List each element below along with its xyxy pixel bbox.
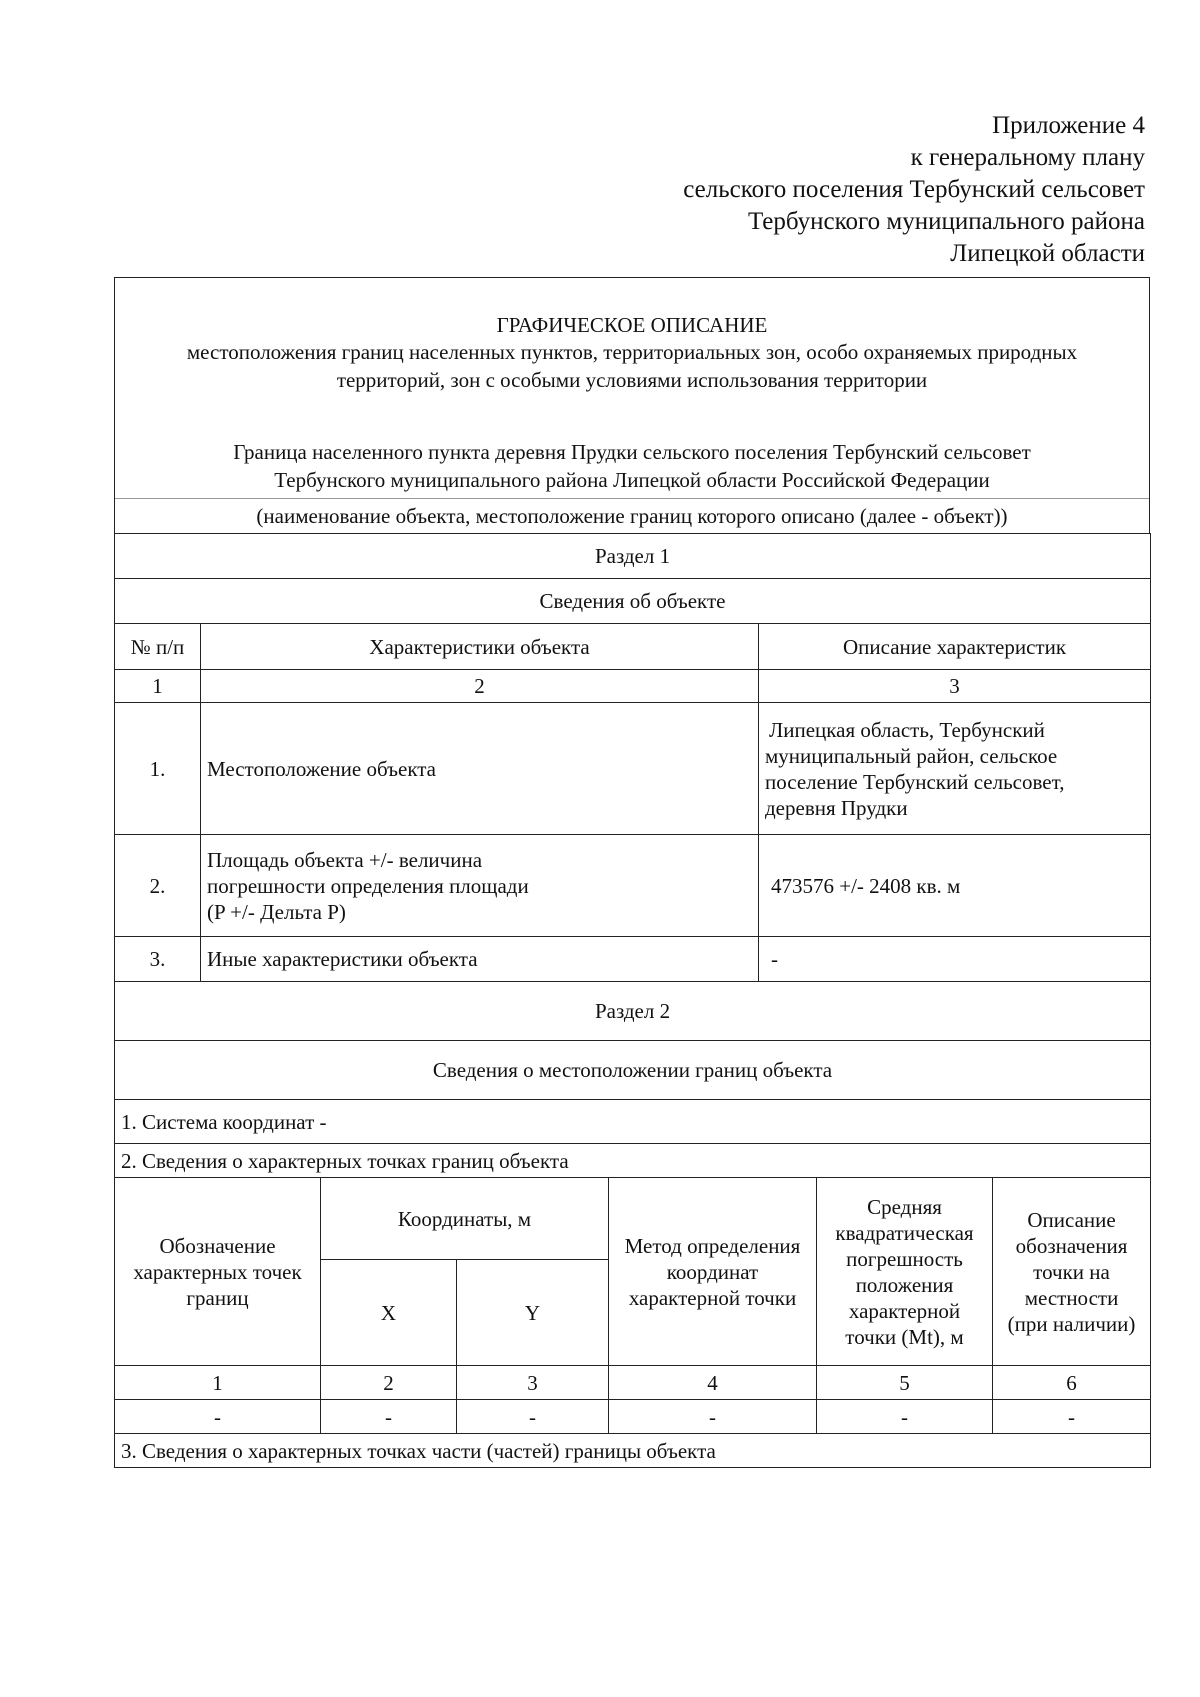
table-row — [115, 835, 1151, 937]
column-number: 4 — [609, 1366, 817, 1400]
section1-title-row — [115, 534, 1151, 579]
header-line: характерных точек — [133, 1259, 302, 1284]
header-line: Метод определения — [624, 1233, 801, 1258]
x-header: X — [321, 1260, 457, 1366]
appendix-line: Тербунского муниципального района — [747, 208, 1145, 235]
header-line: (при наличии) — [1007, 1311, 1136, 1336]
points-header-row — [115, 1178, 1151, 1260]
subtitle-line: территорий, зон с особыми условиями использования территории — [336, 368, 928, 392]
appendix-line: к генеральному плану — [910, 144, 1145, 171]
object-name-line: Тербунского муниципального района Липецкой области Российской Федерации — [274, 468, 990, 492]
designation-header — [115, 1178, 321, 1366]
header-line: Описание — [1027, 1207, 1116, 1232]
graphic-description-header — [114, 277, 1150, 533]
subtitle-line: местоположения границ населенных пунктов, территориальных зон, особо охраняемых природных — [186, 340, 1078, 364]
appendix-header — [545, 110, 1145, 270]
table-row — [115, 937, 1151, 982]
row-description — [759, 703, 1151, 835]
section2-subtitle: Сведения о местоположении границ объекта — [115, 1041, 1151, 1100]
section2-title-row — [115, 982, 1151, 1041]
section1-subtitle-row — [115, 579, 1151, 624]
document-frame — [114, 277, 1150, 1468]
header-line: Обозначение — [159, 1233, 276, 1258]
appendix-line: сельского поселения Тербунский сельсовет — [683, 176, 1145, 203]
document-subtitle — [115, 338, 1149, 394]
column-number: 1 — [115, 670, 201, 703]
section1-subtitle: Сведения об объекте — [115, 579, 1151, 624]
coord-system: 1. Система координат - — [115, 1100, 1151, 1144]
header-line: квадратическая — [835, 1220, 974, 1245]
characteristic-line: (P +/- Дельта P) — [207, 899, 346, 924]
column-number: 2 — [201, 670, 759, 703]
points-title-row — [115, 1144, 1151, 1178]
empty-cell: - — [457, 1400, 609, 1434]
section1-number-row — [115, 670, 1151, 703]
y-header: Y — [457, 1260, 609, 1366]
column-number: 1 — [115, 1366, 321, 1400]
row-description: 473576 +/- 2408 кв. м — [759, 835, 1151, 937]
header-line: погрешность — [846, 1246, 963, 1271]
header-line: местности — [1024, 1285, 1119, 1310]
row-characteristic: Местоположение объекта — [201, 703, 759, 835]
characteristic-line: погрешности определения площади — [207, 873, 529, 898]
header-line: точки (Mt), м — [845, 1324, 964, 1349]
header-line: Средняя — [867, 1194, 942, 1219]
column-number: 5 — [817, 1366, 993, 1400]
section2-subtitle-row — [115, 1041, 1151, 1100]
empty-cell: - — [321, 1400, 457, 1434]
description-line: муниципальный район, сельское — [765, 743, 1058, 768]
empty-cell: - — [115, 1400, 321, 1434]
empty-cell: - — [817, 1400, 993, 1434]
object-name — [115, 438, 1149, 498]
header-line: обозначения — [1015, 1233, 1128, 1258]
point-description-header — [993, 1178, 1151, 1366]
parts-title-row — [115, 1434, 1151, 1468]
column-header: Описание характеристик — [759, 624, 1151, 670]
header-line: характерной — [848, 1298, 961, 1323]
description-line: Липецкая область, Тербунский — [769, 717, 1045, 742]
table-row — [115, 703, 1151, 835]
section1-table — [114, 533, 1151, 982]
column-number: 6 — [993, 1366, 1151, 1400]
table-row — [115, 1400, 1151, 1434]
object-caption: (наименование объекта, местоположение границ которого описано (далее - объект)) — [115, 498, 1149, 533]
description-line: поселение Тербунский сельсовет, — [765, 769, 1065, 794]
points-number-row — [115, 1366, 1151, 1400]
row-characteristic: Иные характеристики объекта — [201, 937, 759, 982]
section2-title: Раздел 2 — [115, 982, 1151, 1041]
description-line: деревня Прудки — [765, 795, 908, 820]
row-number: 2. — [115, 835, 201, 937]
row-description: - — [759, 937, 1151, 982]
column-number: 2 — [321, 1366, 457, 1400]
row-characteristic — [201, 835, 759, 937]
header-line: границ — [186, 1285, 249, 1310]
appendix-line: Липецкой области — [950, 240, 1145, 267]
section1-header-row — [115, 624, 1151, 670]
header-line: характерной точки — [628, 1285, 797, 1310]
section2-table — [114, 982, 1151, 1468]
error-header — [817, 1178, 993, 1366]
characteristic-line: Площадь объекта +/- величина — [207, 847, 483, 872]
header-line: координат — [666, 1259, 759, 1284]
column-number: 3 — [457, 1366, 609, 1400]
appendix-line: Приложение 4 — [992, 112, 1145, 139]
empty-cell: - — [609, 1400, 817, 1434]
header-line: положения — [855, 1272, 954, 1297]
header-line: точки на — [1033, 1259, 1110, 1284]
object-name-line: Граница населенного пункта деревня Прудки сельского поселения Тербунский сельсовет — [233, 440, 1031, 464]
coord-system-row — [115, 1100, 1151, 1144]
column-header: Характеристики объекта — [201, 624, 759, 670]
section1-title: Раздел 1 — [115, 534, 1151, 579]
method-header — [609, 1178, 817, 1366]
row-number: 1. — [115, 703, 201, 835]
row-number: 3. — [115, 937, 201, 982]
column-number: 3 — [759, 670, 1151, 703]
points-title: 2. Сведения о характерных точках границ объекта — [115, 1144, 1151, 1178]
document-title: ГРАФИЧЕСКОЕ ОПИСАНИЕ — [496, 313, 768, 337]
coords-header: Координаты, м — [321, 1178, 609, 1260]
parts-title: 3. Сведения о характерных точках части (частей) границы объекта — [115, 1434, 1151, 1468]
empty-cell: - — [993, 1400, 1151, 1434]
column-header: № п/п — [115, 624, 201, 670]
